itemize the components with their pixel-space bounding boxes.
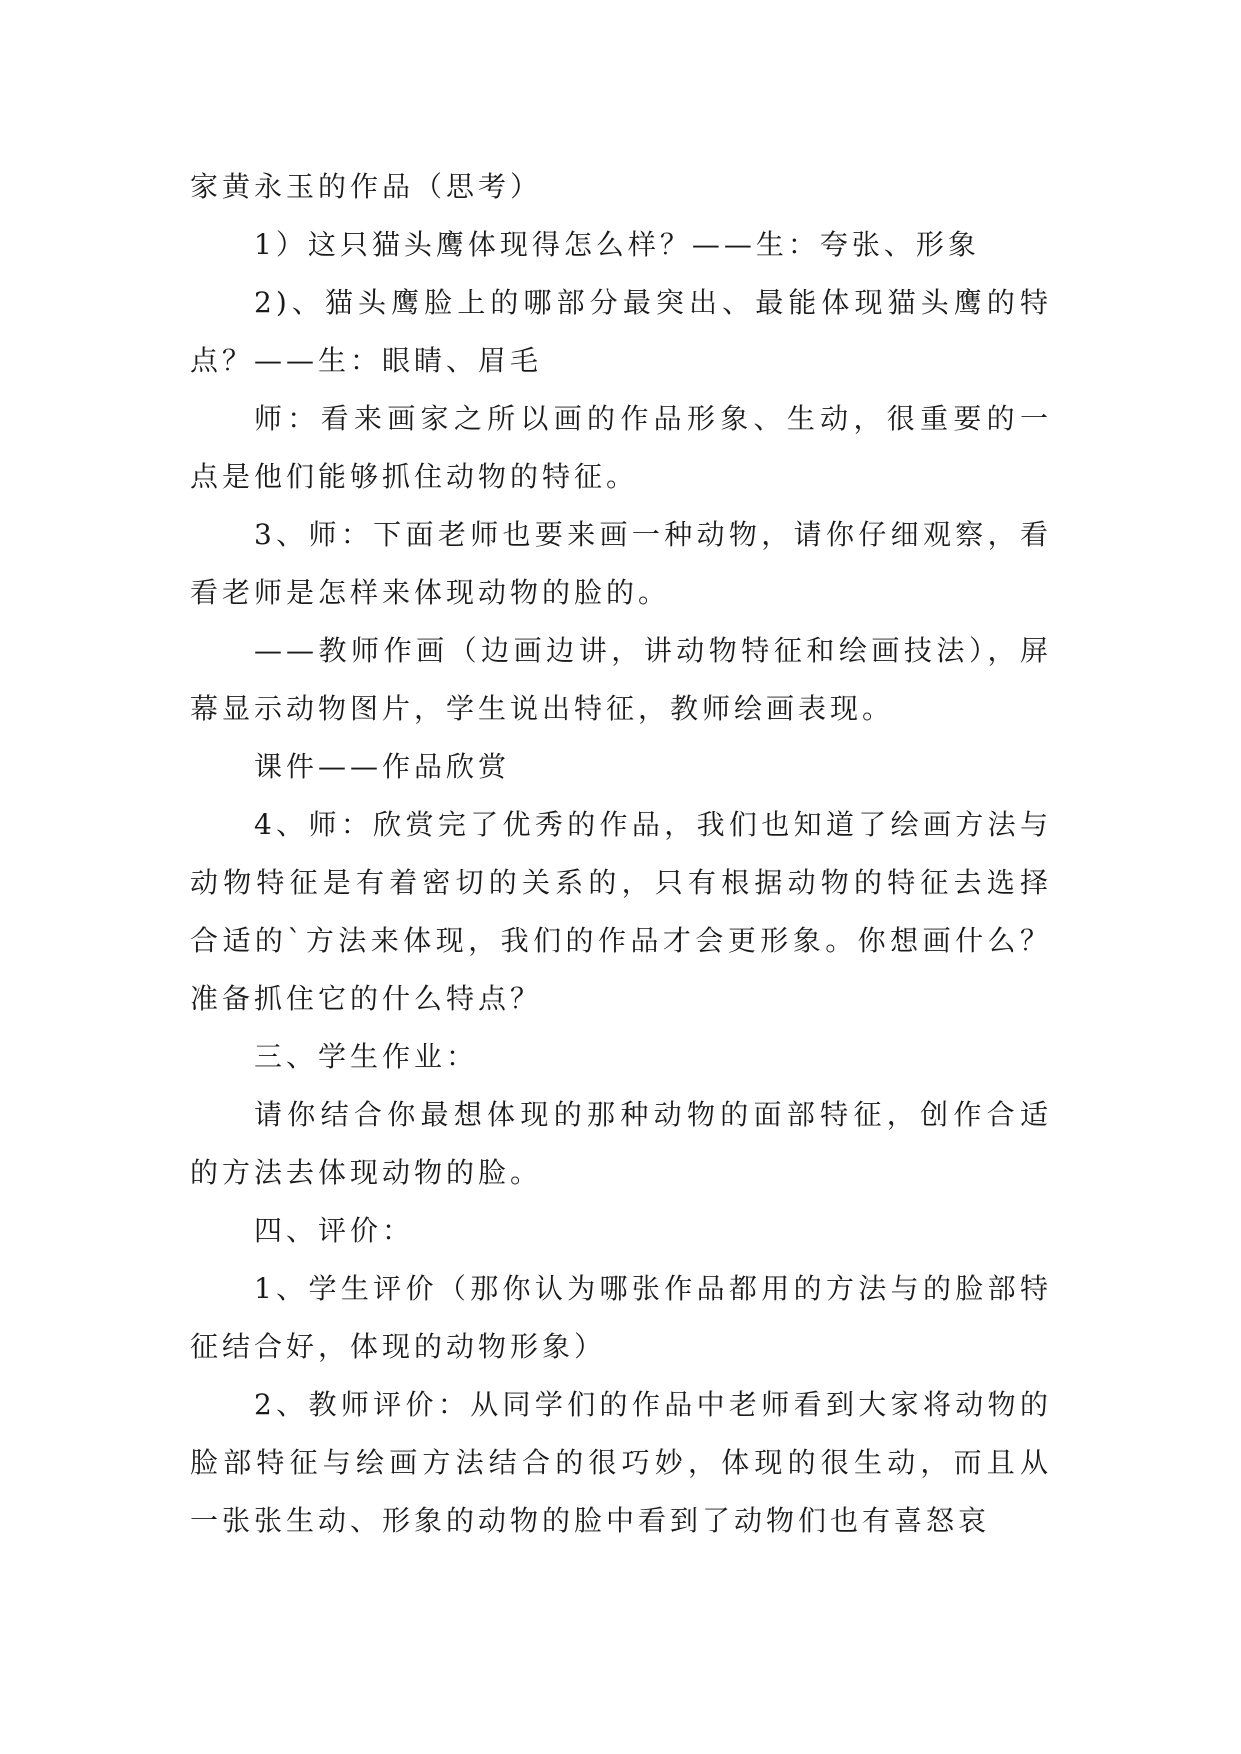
paragraph-6: ——教师作画（边画边讲，讲动物特征和绘画技法），屏幕显示动物图片，学生说出特征，教师绘画表现。 — [190, 634, 1052, 725]
paragraph-2: 1）这只猫头鹰体现得怎么样？——生：夸张、形象 — [254, 228, 980, 261]
paragraph-13: 2、教师评价：从同学们的作品中老师看到大家将动物的脸部特征与绘画方法结合的很巧妙，体现的很生动，而且从一张张生动、形象的动物的脸中看到了动物们也有喜怒哀 — [190, 1388, 1052, 1537]
paragraph-4: 师：看来画家之所以画的作品形象、生动，很重要的一点是他们能够抓住动物的特征。 — [190, 402, 1052, 493]
paragraph-12: 1、学生评价（那你认为哪张作品都用的方法与的脸部特征结合好，体现的动物形象） — [190, 1272, 1052, 1363]
document-body — [190, 158, 1052, 1550]
paragraph-3: 2)、猫头鹰脸上的哪部分最突出、最能体现猫头鹰的特点？——生：眼睛、眉毛 — [190, 286, 1052, 377]
section-heading-homework: 三、学生作业： — [254, 1040, 479, 1073]
section-heading-evaluation: 四、评价： — [254, 1214, 415, 1247]
paragraph-10: 请你结合你最想体现的那种动物的面部特征，创作合适的方法去体现动物的脸。 — [190, 1098, 1052, 1189]
paragraph-5: 3、师：下面老师也要来画一种动物，请你仔细观察，看看老师是怎样来体现动物的脸的。 — [190, 518, 1052, 609]
paragraph-8: 4、师：欣赏完了优秀的作品，我们也知道了绘画方法与动物特征是有着密切的关系的，只有根据动物的特征去选择合适的`方法来体现，我们的作品才会更形象。你想画什么？准备抓住它的什么特点？ — [190, 808, 1052, 1015]
paragraph-1: 家黄永玉的作品（思考） — [190, 170, 543, 203]
paragraph-7: 课件——作品欣赏 — [254, 750, 511, 783]
